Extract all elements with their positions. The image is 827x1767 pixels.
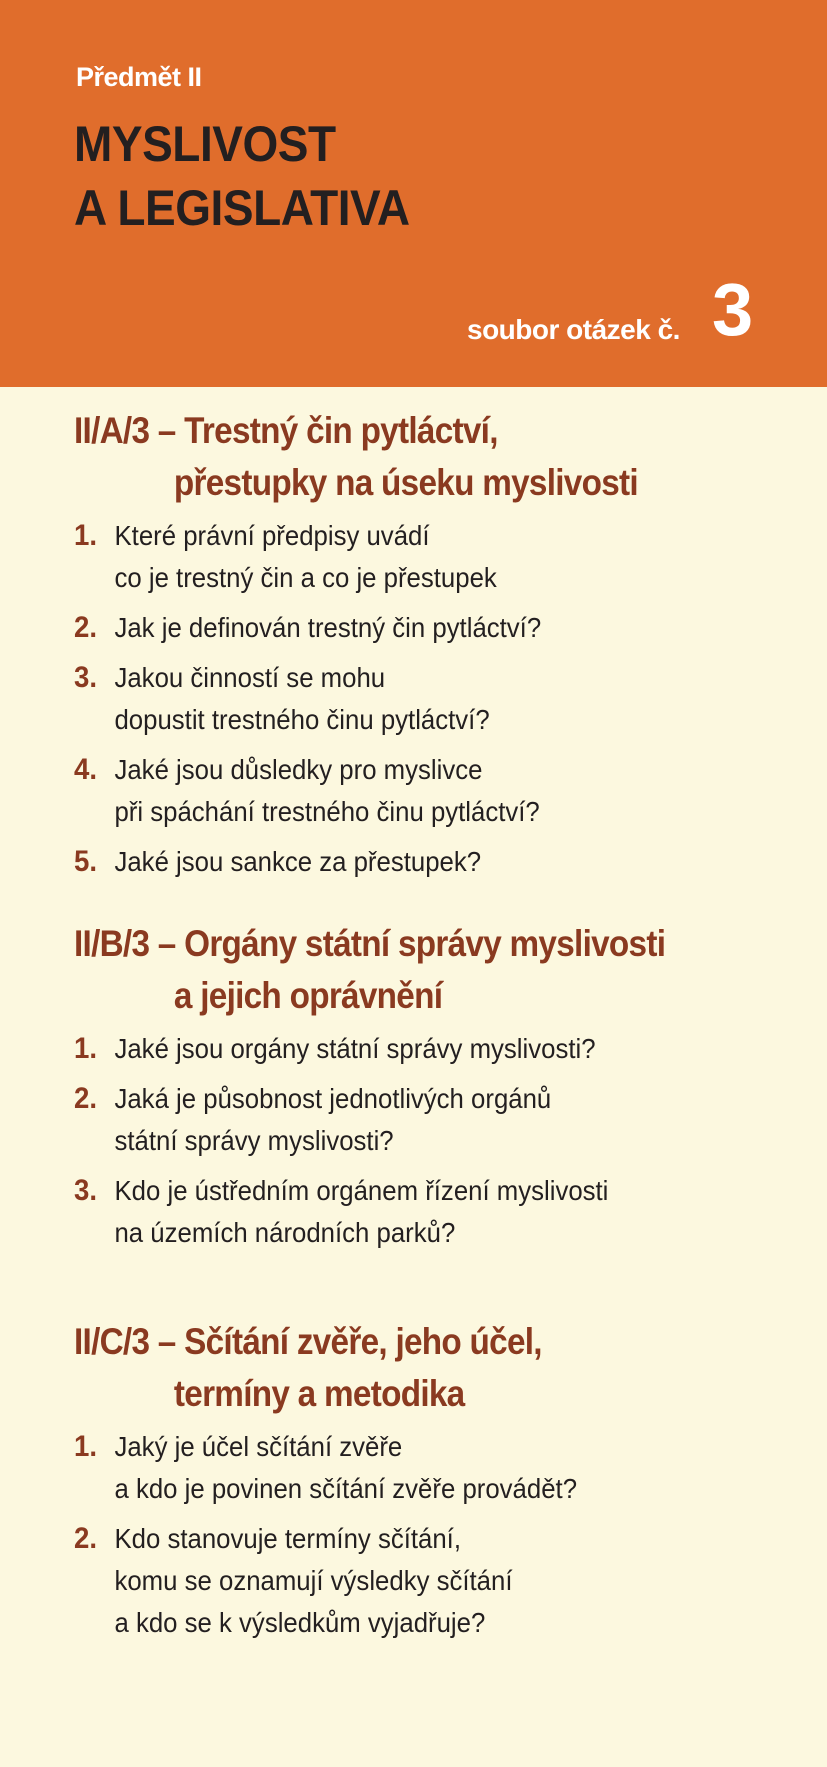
title-line-2: A LEGISLATIVA [74, 180, 410, 236]
question-text-line-1: Jaký je účel sčítání zvěře [114, 1431, 403, 1462]
question-item [74, 1518, 718, 1644]
section-title-line-1: Trestný čin pytláctví, [184, 410, 498, 451]
section-b [74, 918, 774, 1262]
section-heading [74, 405, 704, 509]
question-item [74, 749, 718, 833]
question-item [74, 607, 718, 649]
question-set-label: soubor otázek č. [467, 314, 680, 345]
question-number: 2 . [74, 1518, 97, 1560]
section-title-line-2: přestupky na úseku myslivosti [173, 462, 638, 503]
question-item [74, 515, 718, 599]
question-number: 1 . [74, 1426, 97, 1468]
question-text-line-2: na územích národních parků? [114, 1217, 456, 1248]
question-text-line-2: a kdo je povinen sčítání zvěře provádět? [114, 1473, 578, 1504]
question-number: 1 . [74, 515, 97, 557]
section-code: II/B/3 [74, 923, 150, 964]
title-line-1: MYSLIVOST [74, 116, 336, 172]
section-c [74, 1316, 774, 1652]
question-text-line-2: státní správy myslivosti? [114, 1125, 394, 1156]
header-banner [0, 0, 827, 387]
question-text-line-1: Jaká je působnost jednotlivých orgánů [114, 1083, 552, 1114]
question-number: 2 . [74, 607, 97, 649]
question-item [74, 1426, 718, 1510]
question-number: 5 . [74, 841, 97, 883]
section-heading [74, 1316, 704, 1420]
section-code: II/C/3 [74, 1321, 150, 1362]
question-text-line-1: Jaké jsou sankce za přestupek? [114, 846, 482, 877]
question-text-line-2: při spáchání trestného činu pytláctví? [114, 796, 540, 827]
section-title-line-1: Orgány státní správy myslivosti [184, 923, 666, 964]
question-number: 3 . [74, 1170, 97, 1212]
question-number: 1 . [74, 1028, 97, 1070]
question-text-line-3: a kdo se k výsledkům vyjadřuje? [114, 1607, 486, 1638]
question-item [74, 841, 718, 883]
question-text-line-1: Které právní předpisy uvádí [114, 520, 430, 551]
question-text-line-2: co je trestný čin a co je přestupek [114, 562, 497, 593]
section-dash: – [157, 1321, 176, 1362]
question-list [74, 515, 774, 883]
question-number: 4 . [74, 749, 97, 791]
question-text-line-1: Kdo je ústředním orgánem řízení myslivosti [114, 1175, 609, 1206]
section-heading [74, 918, 704, 1022]
question-item [74, 1078, 718, 1162]
question-number: 3 . [74, 657, 97, 699]
question-set-number: 3 [712, 268, 754, 351]
section-title-line-2: termíny a metodika [173, 1373, 465, 1414]
question-text-line-1: Jaké jsou orgány státní správy myslivosti? [114, 1033, 596, 1064]
section-dash: – [157, 923, 176, 964]
question-list [74, 1426, 774, 1644]
question-text-line-1: Jaké jsou důsledky pro myslivce [114, 754, 483, 785]
question-item [74, 657, 718, 741]
question-text-line-1: Kdo stanovuje termíny sčítání, [114, 1523, 461, 1554]
section-title-line-2: a jejich oprávnění [173, 975, 443, 1016]
question-list [74, 1028, 774, 1254]
section-code: II/A/3 [74, 410, 150, 451]
question-item [74, 1028, 718, 1070]
question-number: 2 . [74, 1078, 97, 1120]
question-text-line-2: komu se oznamují výsledky sčítání [114, 1565, 513, 1596]
section-dash: – [157, 410, 176, 451]
page-title [74, 112, 410, 240]
section-title-line-1: Sčítání zvěře, jeho účel, [184, 1321, 542, 1362]
question-item [74, 1170, 718, 1254]
question-text-line-1: Jak je definován trestný čin pytláctví? [114, 612, 542, 643]
subject-label: Předmět II [76, 62, 202, 92]
section-a [74, 405, 774, 891]
question-text-line-1: Jakou činností se mohu [114, 662, 386, 693]
question-text-line-2: dopustit trestného činu pytláctví? [114, 704, 490, 735]
